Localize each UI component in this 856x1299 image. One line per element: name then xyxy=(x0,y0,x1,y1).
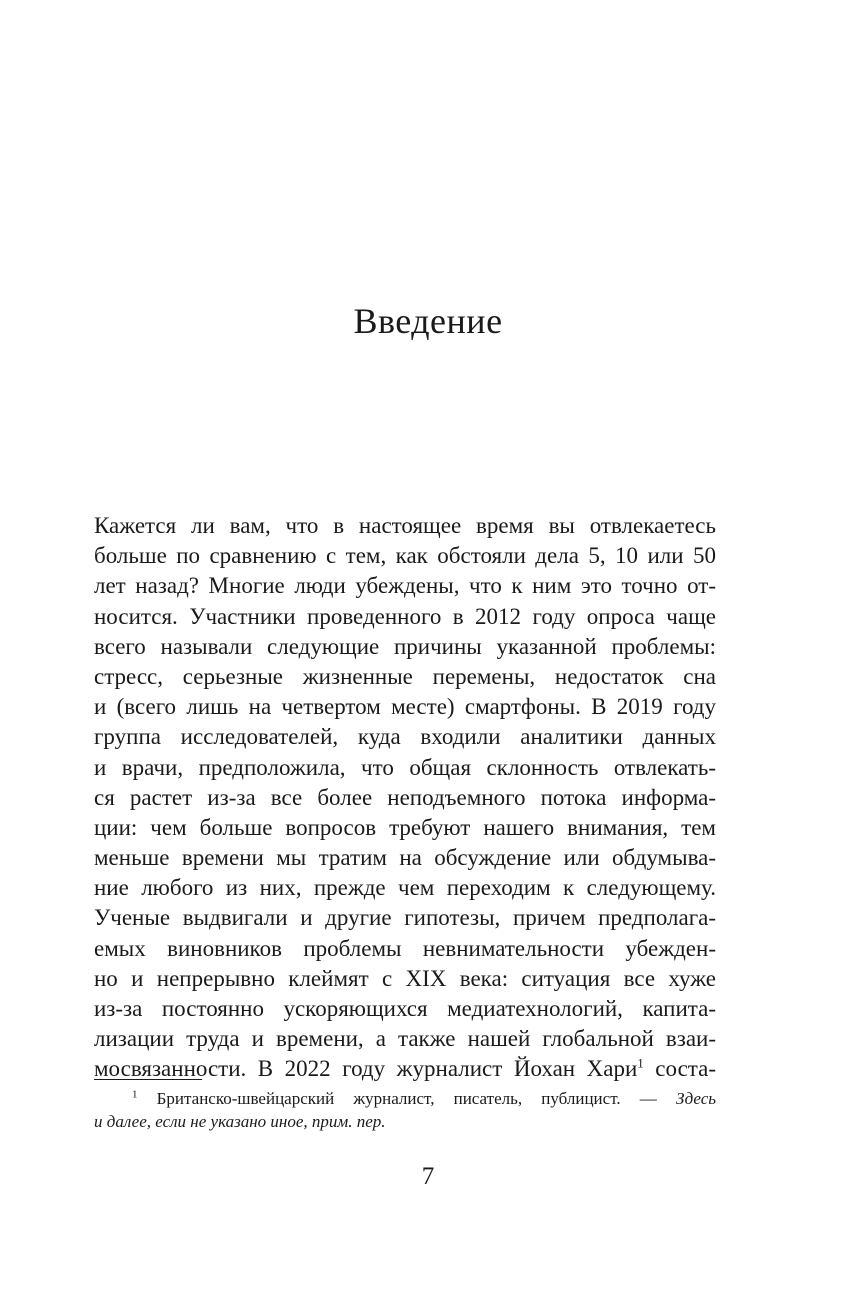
footnote xyxy=(94,1087,716,1133)
body-line: но и непрерывно клеймят с XIX века: ситуация все хуже xyxy=(94,965,716,991)
body-line: из-за постоянно ускоряющихся медиатехнологий, капита- xyxy=(94,996,716,1021)
body-line-with-footnote-ref xyxy=(94,1054,716,1084)
body-line: и (всего лишь на четвертом месте) смартфоны. В 2019 году xyxy=(94,694,716,720)
footnote-line xyxy=(94,1110,716,1133)
body-line-text: мосвязанности. В 2022 году журналист Йохан Хари xyxy=(94,1056,638,1082)
chapter-title: Введение xyxy=(353,301,503,341)
page-number: 7 xyxy=(421,1163,435,1190)
body-line: ся растет из-за все более неподъемного потока информа- xyxy=(94,784,716,810)
body-line: Кажется ли вам, что в настоящее время вы отвлекаетесь xyxy=(94,513,716,538)
footnote-line xyxy=(94,1087,716,1110)
body-line: лизации труда и времени, а также нашей глобальной взаи- xyxy=(94,1026,716,1052)
body-line-text-continued: соста- xyxy=(643,1056,716,1082)
body-line: меньше времени мы тратим на обсуждение или обдумыва- xyxy=(94,845,716,871)
body-line: стресс, серьезные жизненные перемены, недостаток сна xyxy=(94,663,716,689)
body-line: ции: чем больше вопросов требуют нашего внимания, тем xyxy=(94,814,716,840)
body-line: всего называли следующие причины указанной проблемы: xyxy=(94,633,716,659)
body-line: емых виновников проблемы невнимательности убежден- xyxy=(94,935,716,961)
body-line: ние любого из них, прежде чем переходим к следующему. xyxy=(94,875,716,901)
body-line: группа исследователей, куда входили аналитики данных xyxy=(94,724,716,750)
body-line: больше по сравнению с тем, как обстояли дела 5, 10 или 50 xyxy=(94,543,716,569)
body-text xyxy=(94,511,716,1085)
footnote-italic-text: и далее, если не указано иное, прим. пер. xyxy=(94,1112,386,1131)
body-line: Ученые выдвигали и другие гипотезы, причем предполага- xyxy=(94,905,716,931)
footnote-italic-text: Здесь xyxy=(675,1089,716,1108)
body-line: и врачи, предположила, что общая склонность отвлекать- xyxy=(94,754,716,780)
body-line: лет назад? Многие люди убеждены, что к ним это точно от- xyxy=(94,573,716,599)
footnote-number: 1 xyxy=(132,1088,138,1101)
body-line: носится. Участники проведенного в 2012 году опроса чаще xyxy=(94,603,716,629)
footnote-reference[interactable]: 1 xyxy=(637,1055,644,1071)
footnote-separator xyxy=(94,1079,202,1080)
footnote-text: Британско-швейцарский журналист, писатель, публицист. — xyxy=(137,1089,676,1108)
